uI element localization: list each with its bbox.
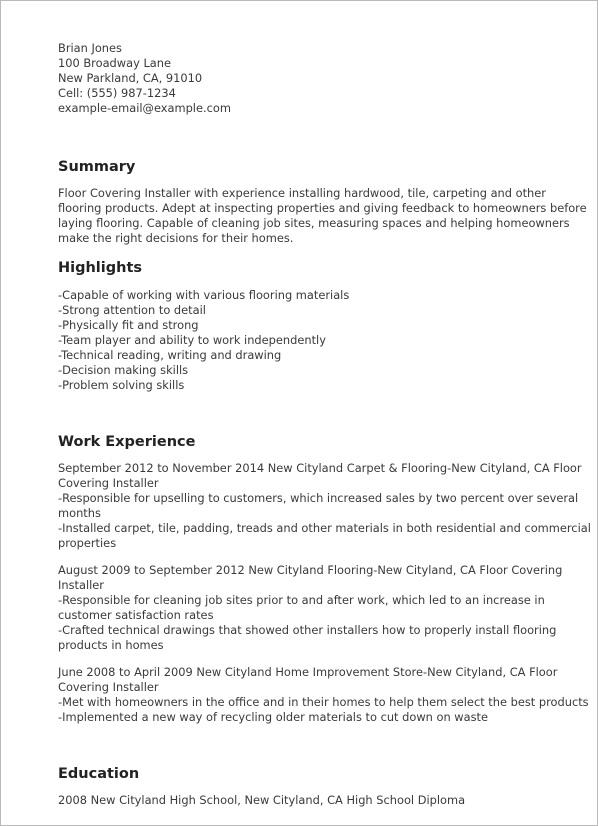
highlights-heading: Highlights (58, 260, 143, 276)
job-bullet: -Implemented a new way of recycling older materials to cut down on waste (58, 710, 489, 724)
contact-phone: Cell: (555) 987-1234 (58, 86, 176, 100)
job-entry (58, 461, 592, 551)
resume-content (58, 41, 592, 808)
contact-email: example-email@example.com (58, 101, 231, 115)
job-title: September 2012 to November 2014 New Cityland Carpet & Flooring-New Cityland, CA Floor Covering Installer (58, 461, 582, 490)
highlight-item: -Capable of working with various flooring materials (58, 288, 350, 302)
contact-city: New Parkland, CA, 91010 (58, 71, 203, 85)
contact-block (58, 41, 592, 116)
job-entry (58, 665, 592, 725)
education-section (58, 765, 592, 808)
summary-heading: Summary (58, 159, 136, 175)
highlights-list (58, 288, 592, 393)
job-bullet: -Crafted technical drawings that showed other installers how to properly install flooring products in homes (58, 623, 557, 652)
highlight-item: -Team player and ability to work independently (58, 333, 326, 347)
job-title: August 2009 to September 2012 New Cityland Flooring-New Cityland, CA Floor Covering Installer (58, 563, 563, 592)
highlight-item: -Physically fit and strong (58, 318, 199, 332)
education-text: 2008 New Cityland High School, New Cityland, CA High School Diploma (58, 793, 466, 807)
contact-name: Brian Jones (58, 41, 122, 55)
contact-street: 100 Broadway Lane (58, 56, 171, 70)
highlight-item: -Problem solving skills (58, 378, 185, 392)
job-entry (58, 563, 592, 653)
highlight-item: -Technical reading, writing and drawing (58, 348, 282, 362)
highlight-item: -Decision making skills (58, 363, 189, 377)
job-title: June 2008 to April 2009 New Cityland Home Improvement Store-New Cityland, CA Floor Covering Installer (58, 665, 558, 694)
job-bullet: -Installed carpet, tile, padding, treads and other materials in both residential and commercial properties (58, 521, 591, 550)
job-bullet: -Met with homeowners in the office and in their homes to help them select the best products (58, 695, 589, 709)
summary-section (58, 158, 592, 246)
highlights-section (58, 259, 592, 393)
experience-section (58, 433, 592, 725)
job-bullet: -Responsible for cleaning job sites prior to and after work, which led to an increase in customer satisfaction rates (58, 593, 545, 622)
experience-heading: Work Experience (58, 434, 196, 450)
education-heading: Education (58, 766, 140, 782)
highlight-item: -Strong attention to detail (58, 303, 206, 317)
job-bullet: -Responsible for upselling to customers, which increased sales by two percent over several months (58, 491, 579, 520)
summary-text: Floor Covering Installer with experience installing hardwood, tile, carpeting and other flooring products. Adept at inspecting properties and giving feedback to homeowners before laying flooring. Capable of cleaning job sites, measuring spaces and helping homeowners make the right decisions for their homes. (58, 186, 587, 245)
